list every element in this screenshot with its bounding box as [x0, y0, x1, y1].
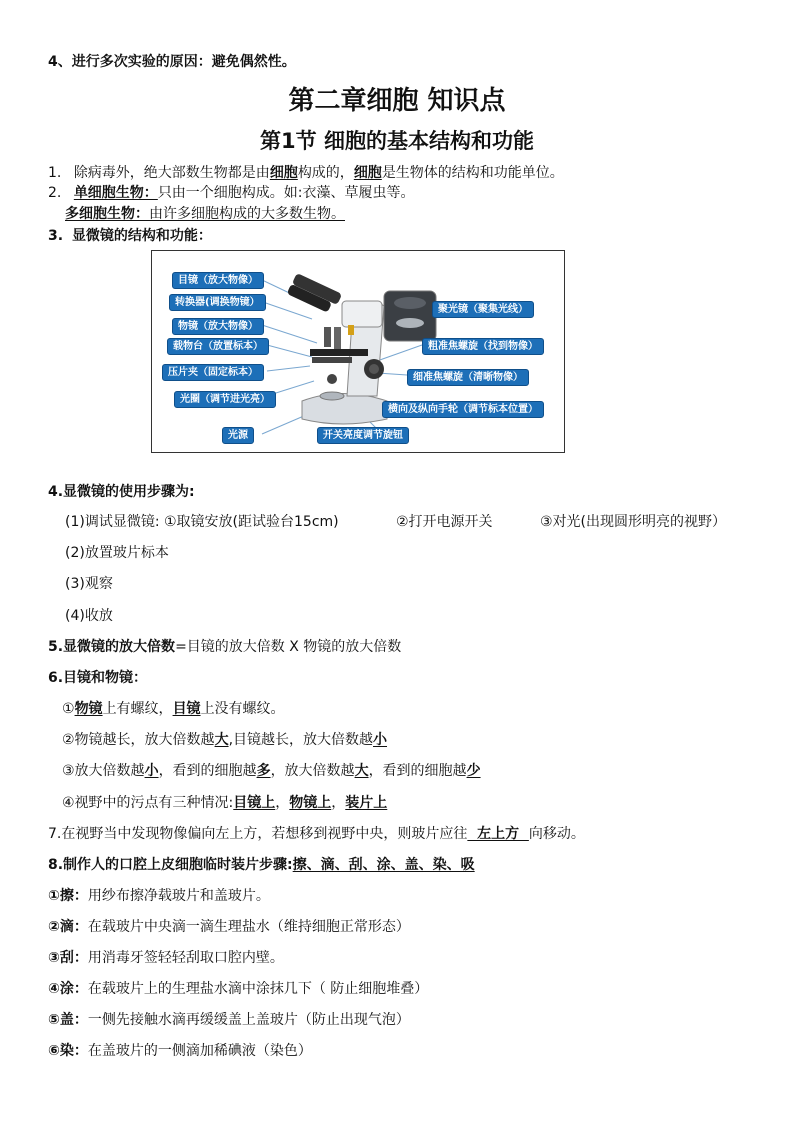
top-note: 4、进行多次实验的原因：避免偶然性。 — [48, 54, 296, 70]
step-3: (3)观察 — [65, 576, 113, 592]
label-light-source: 光源 — [222, 427, 254, 444]
label-stage-control: 横向及纵向手轮（调节标本位置） — [382, 401, 544, 418]
chapter-title: 第二章细胞 知识点 — [288, 86, 506, 116]
section-6-line-4: ④视野中的污点有三种情况:目镜上，物镜上，装片上 — [62, 795, 388, 811]
paragraph-1: 1. 除病毒外，绝大部数生物都是由细胞构成的，细胞是生物体的结构和功能单位。 — [48, 165, 564, 181]
label-aperture: 光圈（调节进光亮） — [174, 391, 276, 408]
paragraph-2: 2. 单细胞生物：只由一个细胞构成。如:衣藻、草履虫等。 — [48, 185, 415, 201]
step-cover: ⑤盖：一侧先接触水滴再缓缓盖上盖玻片（防止出现气泡） — [48, 1012, 410, 1028]
step-stain: ⑥染：在盖玻片的一侧滴加稀碘液（染色） — [48, 1043, 312, 1059]
step-4: (4)收放 — [65, 608, 113, 624]
section-6-line-3: ③放大倍数越小，看到的细胞越多，放大倍数越大，看到的细胞越少 — [62, 763, 481, 779]
label-nosepiece: 转换器(调换物镜） — [169, 294, 266, 311]
label-clip: 压片夹（固定标本） — [162, 364, 264, 381]
step-1-b: ②打开电源开关 — [396, 514, 493, 530]
step-scrape: ③刮：用消毒牙签轻轻刮取口腔内壁。 — [48, 950, 284, 966]
section-6-line-2: ②物镜越长，放大倍数越大,目镜越长，放大倍数越小 — [62, 732, 388, 748]
label-light-switch: 开关亮度调节旋钮 — [317, 427, 409, 444]
section-6-title: 6.目镜和物镜： — [48, 670, 148, 686]
paragraph-2b: 多细胞生物：由许多细胞构成的大多数生物。 — [65, 206, 345, 222]
label-stage: 载物台（放置标本） — [167, 338, 269, 355]
step-1: (1)调试显微镜: ①取镜安放(距试验台15cm) — [65, 514, 339, 530]
section-5: 5.显微镜的放大倍数=目镜的放大倍数 X 物镜的放大倍数 — [48, 639, 402, 655]
label-fine-focus: 细准焦螺旋（清晰物像） — [407, 369, 529, 386]
section-6-line-1: ①物镜上有螺纹，目镜上没有螺纹。 — [62, 701, 285, 717]
step-2: (2)放置玻片标本 — [65, 545, 169, 561]
label-objective: 物镜（放大物像） — [172, 318, 264, 335]
step-smear: ④涂：在载玻片上的生理盐水滴中涂抹几下（ 防止细胞堆叠） — [48, 981, 429, 997]
step-drop: ②滴：在载玻片中央滴一滴生理盐水（维持细胞正常形态） — [48, 919, 410, 935]
microscope-diagram — [151, 250, 565, 453]
step-wipe: ①擦：用纱布擦净载玻片和盖玻片。 — [48, 888, 270, 904]
section-title: 第1节 细胞的基本结构和功能 — [260, 129, 534, 153]
section-8-title: 8.制作人的口腔上皮细胞临时装片步骤:擦、滴、刮、涂、盖、染、吸 — [48, 857, 475, 873]
section-4-title: 4.显微镜的使用步骤为: — [48, 484, 195, 500]
label-condenser: 聚光镜（聚集光线） — [432, 301, 534, 318]
section-7: 7.在视野当中发现物像偏向左上方，若想移到视野中央，则玻片应往 左上方 向移动。 — [48, 826, 585, 842]
step-1-c: ③对光(出现圆形明亮的视野） — [540, 514, 727, 530]
paragraph-3: 3. 显微镜的结构和功能： — [48, 228, 212, 244]
label-eyepiece: 目镜（放大物像） — [172, 272, 264, 289]
label-coarse-focus: 粗准焦螺旋（找到物像） — [422, 338, 544, 355]
